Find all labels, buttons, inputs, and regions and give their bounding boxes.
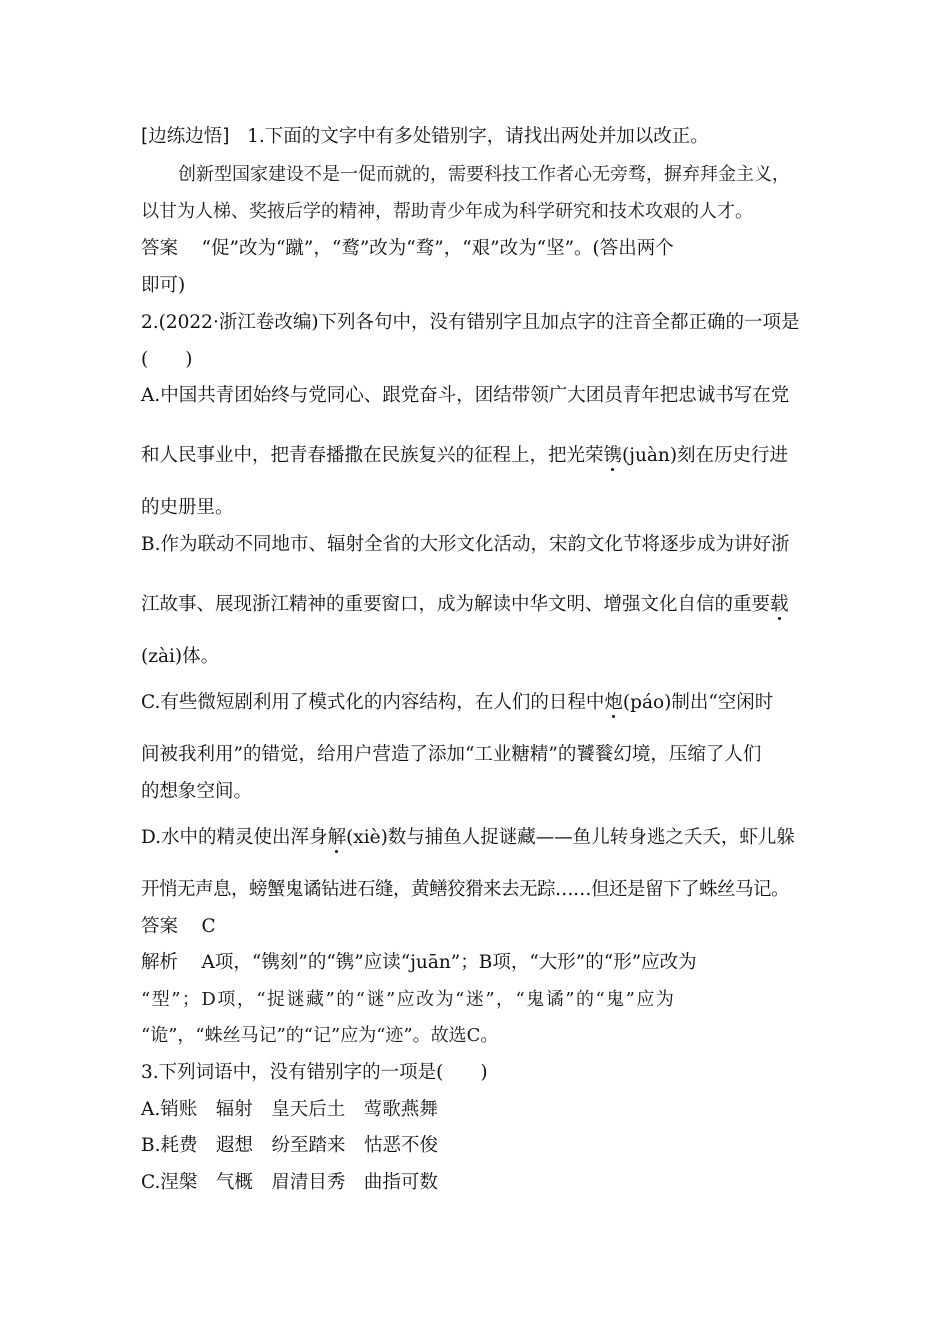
option-2a-line-3: 的史册里。 (141, 497, 234, 518)
option-2b-text: 江故事、展现浙江精神的重要窗口，成为解读中华文明、增强文化自信的重要 (141, 594, 771, 615)
answer-1-cont: 即可) (141, 275, 186, 296)
option-2b-line-2 (141, 592, 821, 618)
option-2c-line-2: 间被我利用”的错觉，给用户营造了添加“工业糖精”的饕餮幻境，压缩了人们 (141, 744, 762, 765)
answer-1 (141, 236, 821, 262)
answer-label: 答案 (141, 238, 179, 259)
dotted-char: 炮 (604, 692, 623, 713)
question-2-stem: 2.(2022·浙江卷改编)下列各句中，没有错别字且加点字的注音全都正确的一项是 (141, 312, 800, 333)
dotted-char: 载 (770, 594, 789, 615)
option-2d-line-2: 开悄无声息，螃蟹鬼谲钻进石缝，黄鳝狡猾来去无踪……但还是留下了蛛丝马记。 (141, 879, 790, 900)
dotted-char: 解 (327, 827, 347, 848)
answer-label: 答案 (141, 916, 179, 937)
explanation-2-line-1 (141, 950, 821, 976)
option-2a-pinyin: (juàn)刻在历史行进 (622, 445, 789, 466)
option-2d-line-1 (141, 825, 821, 851)
dotted-char: 镌 (603, 445, 623, 466)
answer-2-text: C (201, 916, 216, 937)
option-2a-line-1: A.中国共青团始终与党同心、跟党奋斗，团结带领广大团员青年把忠诚书写在党 (141, 385, 790, 406)
answer-1-text: “促”改为“蹴”，“鹜”改为“骛”，“艰”改为“坚”。(答出两个 (201, 238, 674, 259)
option-2d-pinyin: (xiè)数与捕鱼人捉谜藏——鱼儿转身逃之夭夭，虾儿躲 (346, 827, 795, 848)
option-2b-line-3: (zài)体。 (141, 646, 220, 667)
option-2a-line-2 (141, 443, 821, 469)
option-3a: A.销账 辐射 皇天后土 莺歌燕舞 (141, 1099, 438, 1120)
option-3b: B.耗费 遐想 纷至踏来 怙恶不俊 (141, 1135, 438, 1156)
passage-line-2: 以甘为人梯、奖掖后学的精神，帮助青少年成为科学研究和技术攻艰的人才。 (141, 201, 753, 222)
explanation-2-line-2: “型”；D项，“捉谜藏”的“谜”应改为“迷”，“鬼谲”的“鬼”应为 (141, 989, 676, 1010)
option-2c-line-1 (141, 690, 821, 716)
answer-2 (141, 914, 821, 940)
option-2c-pinyin: (páo)制出“空闲时 (622, 692, 774, 713)
explanation-2-text: A项，“镌刻”的“镌”应读“juān”；B项，“大形”的“形”应改为 (201, 952, 697, 973)
question-2-blank: ( ) (141, 349, 193, 370)
option-2b-line-1: B.作为联动不同地市、辐射全省的大形文化活动，宋韵文化节将逐步成为讲好浙 (141, 534, 790, 555)
exercise-1-prompt (141, 124, 821, 150)
option-2a-text: 和人民事业中，把青春播撒在民族复兴的征程上，把光荣 (141, 445, 604, 466)
option-2c-text: C.有些微短剧利用了模式化的内容结构，在人们的日程中 (141, 692, 605, 713)
passage-line-1: 创新型国家建设不是一促而就的，需要科技工作者心无旁骛，摒弃拜金主义， (178, 164, 790, 185)
question-1-text: 1.下面的文字中有多处错别字，请找出两处并加以改正。 (247, 126, 709, 147)
explanation-2-line-3: “诡”，“蛛丝马记”的“记”应为“迹”。故选C。 (141, 1025, 499, 1046)
option-3c: C.涅槃 气概 眉清目秀 曲指可数 (141, 1172, 438, 1193)
section-tag: [边练边悟] (141, 126, 230, 147)
explanation-label: 解析 (141, 952, 179, 973)
option-2d-text: D.水中的精灵使出浑身 (141, 827, 328, 848)
option-2c-line-3: 的想象空间。 (141, 781, 253, 802)
question-3-stem: 3.下列词语中，没有错别字的一项是( ) (141, 1062, 488, 1083)
